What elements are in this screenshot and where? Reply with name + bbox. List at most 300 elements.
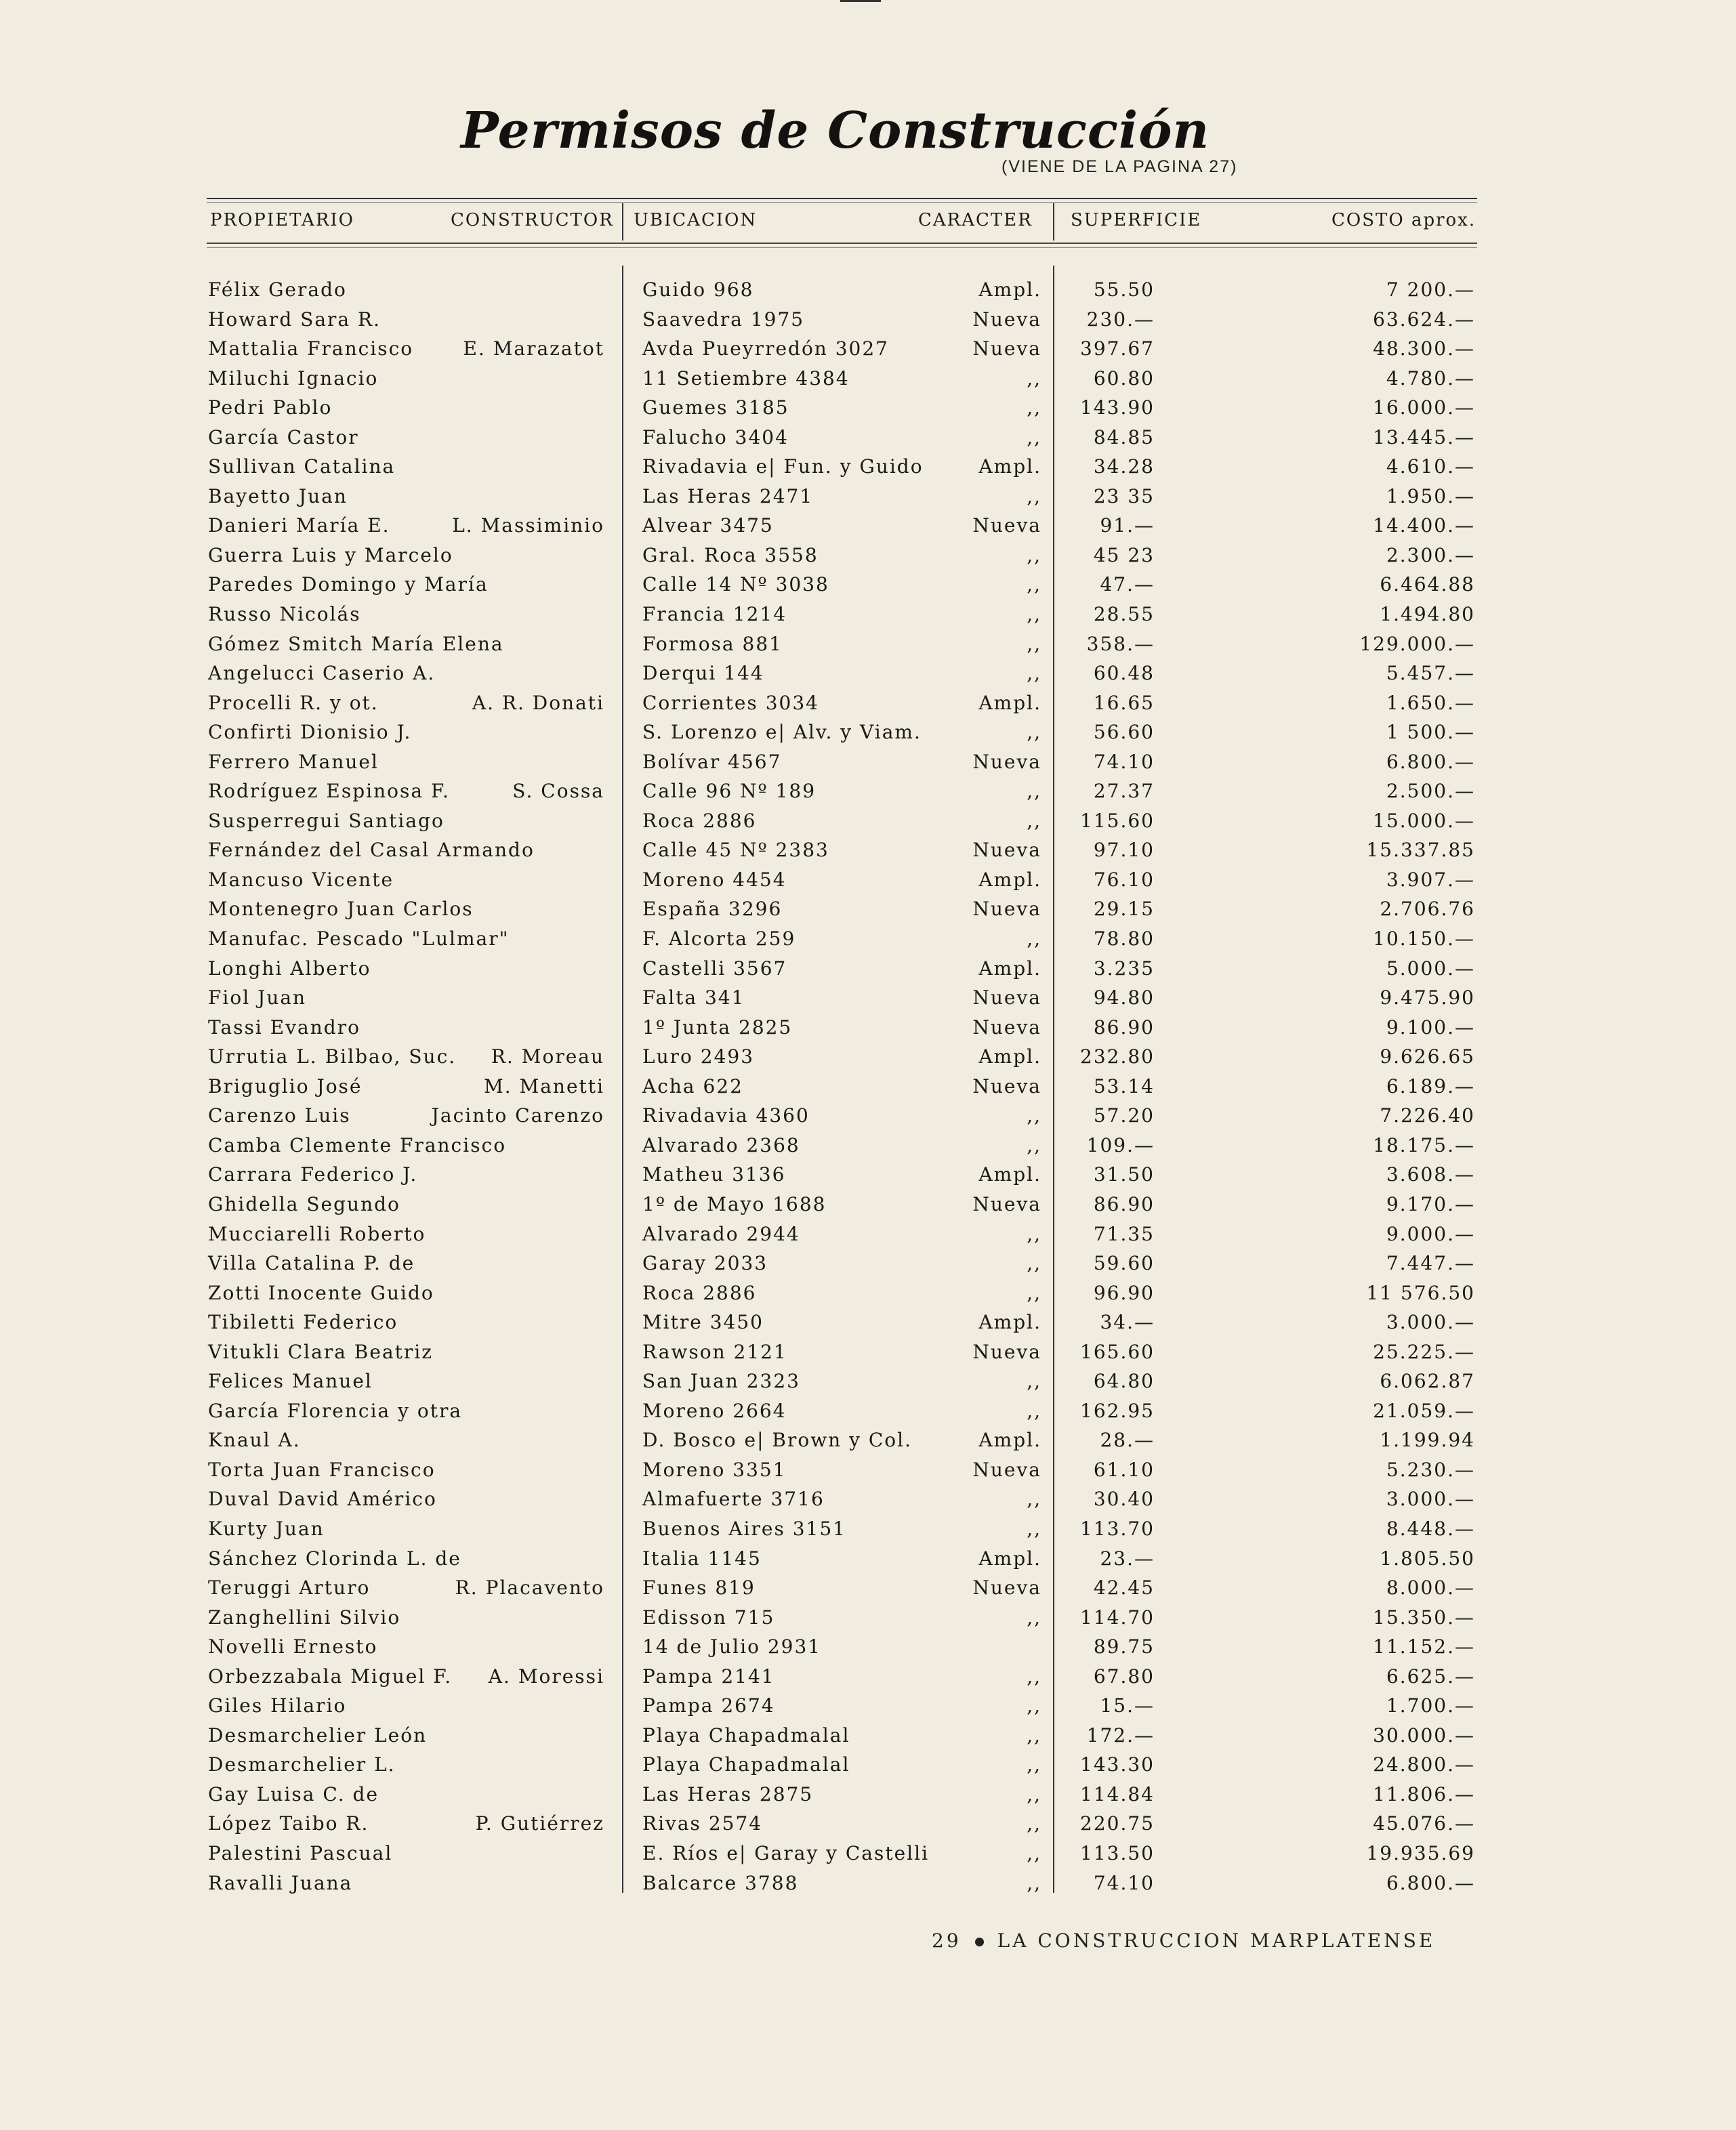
owner-cell: Fernández del Casal Armando (208, 839, 535, 862)
cost-cell: 7 200.— (1386, 278, 1475, 301)
area-cell: 220.75 (1080, 1812, 1155, 1835)
location-cell: Las Heras 2875 (642, 1782, 814, 1805)
character-cell: ,, (1027, 1281, 1041, 1304)
cost-cell: 15.337.85 (1366, 839, 1475, 862)
cost-cell: 5.230.— (1386, 1458, 1475, 1481)
owner-cell: Ravalli Juana (208, 1871, 353, 1894)
cost-cell: 1.700.— (1386, 1694, 1475, 1717)
owner-cell: Tassi Evandro (208, 1016, 360, 1039)
table-row (0, 955, 1736, 985)
location-cell: Alvear 3475 (642, 514, 774, 537)
character-cell: Ampl. (978, 868, 1041, 891)
cost-cell: 8.448.— (1386, 1517, 1475, 1540)
column-header-owner: PROPIETARIO (210, 210, 354, 230)
cost-cell: 3.000.— (1386, 1488, 1475, 1511)
owner-cell: Gay Luisa C. de (208, 1782, 379, 1805)
owner-cell: Pedri Pablo (208, 396, 333, 419)
owner-cell: Susperregui Santiago (208, 809, 445, 832)
location-cell: Calle 14 Nº 3038 (642, 573, 829, 596)
owner-cell: Howard Sara R. (208, 308, 381, 331)
location-cell: Gral. Roca 3558 (642, 543, 819, 566)
table-row (0, 837, 1736, 866)
location-cell: Saavedra 1975 (642, 308, 805, 331)
character-cell: Nueva (972, 839, 1041, 862)
table-row (0, 1014, 1736, 1044)
area-cell: 16.65 (1093, 691, 1155, 714)
area-cell: 358.— (1086, 632, 1155, 655)
table-row (0, 276, 1736, 306)
character-cell: ,, (1027, 927, 1041, 951)
table-row (0, 1102, 1736, 1132)
character-cell: ,, (1027, 1606, 1041, 1629)
cost-cell: 1.494.80 (1380, 603, 1475, 626)
owner-cell: Montenegro Juan Carlos (208, 898, 474, 921)
location-cell: 1º de Mayo 1688 (642, 1192, 827, 1215)
cost-cell: 11 576.50 (1366, 1281, 1475, 1304)
table-row (0, 1604, 1736, 1634)
character-cell: Ampl. (978, 1163, 1041, 1186)
owner-cell: Palestini Pascual (208, 1841, 393, 1864)
table-row (0, 542, 1736, 572)
area-cell: 27.37 (1093, 780, 1155, 803)
owner-cell: García Castor (208, 425, 359, 448)
character-cell: Nueva (972, 898, 1041, 921)
character-cell: Ampl. (978, 278, 1041, 301)
location-cell: Almafuerte 3716 (642, 1488, 825, 1511)
owner-cell: Confirti Dionisio J. (208, 721, 412, 744)
location-cell: Corrientes 3034 (642, 691, 819, 714)
cost-cell: 13.445.— (1373, 425, 1475, 448)
cost-cell: 5.457.— (1386, 662, 1475, 685)
table-row (0, 1486, 1736, 1516)
character-cell: ,, (1027, 721, 1041, 744)
cost-cell: 3.000.— (1386, 1311, 1475, 1334)
cost-cell: 25.225.— (1373, 1340, 1475, 1363)
location-cell: Guemes 3185 (642, 396, 789, 419)
table-row (0, 1574, 1736, 1604)
character-cell: ,, (1027, 396, 1041, 419)
location-cell: Roca 2886 (642, 1281, 757, 1304)
area-cell: 3.235 (1093, 957, 1155, 980)
owner-cell: Vitukli Clara Beatriz (208, 1340, 433, 1363)
area-cell: 162.95 (1080, 1399, 1155, 1422)
area-cell: 165.60 (1080, 1340, 1155, 1363)
location-cell: Derqui 144 (642, 662, 764, 685)
column-header-cost: COSTO aprox. (1331, 210, 1476, 230)
owner-cell: Manufac. Pescado "Lulmar" (208, 927, 510, 951)
area-cell: 28.— (1100, 1429, 1155, 1452)
cost-cell: 129.000.— (1359, 632, 1475, 655)
table-row (0, 424, 1736, 454)
location-cell: Formosa 881 (642, 632, 783, 655)
table-row (0, 1781, 1736, 1811)
character-cell: ,, (1027, 1812, 1041, 1835)
cost-cell: 3.608.— (1386, 1163, 1475, 1186)
location-cell: Falucho 3404 (642, 425, 789, 448)
character-cell: ,, (1027, 1399, 1041, 1422)
cost-cell: 14.400.— (1373, 514, 1475, 537)
header-rule-top (207, 198, 1477, 199)
character-cell: Nueva (972, 1340, 1041, 1363)
table-row (0, 394, 1736, 424)
table-row (0, 1810, 1736, 1840)
location-cell: Matheu 3136 (642, 1163, 786, 1186)
area-cell: 23 35 (1093, 484, 1155, 507)
owner-cell: Paredes Domingo y María (208, 573, 489, 596)
table-row (0, 306, 1736, 336)
cost-cell: 18.175.— (1373, 1133, 1475, 1156)
builder-cell: R. Moreau (491, 1045, 604, 1068)
area-cell: 143.30 (1080, 1753, 1155, 1776)
owner-cell: Felices Manuel (208, 1370, 373, 1393)
owner-cell: Villa Catalina P. de (208, 1252, 415, 1275)
table-row (0, 690, 1736, 719)
owner-cell: Tibiletti Federico (208, 1311, 398, 1334)
character-cell: Nueva (972, 986, 1041, 1009)
location-cell: Pampa 2141 (642, 1665, 775, 1688)
location-cell: Moreno 2664 (642, 1399, 787, 1422)
area-cell: 60.80 (1093, 367, 1155, 390)
cost-cell: 2.300.— (1386, 543, 1475, 566)
location-cell: Mitre 3450 (642, 1311, 764, 1334)
cost-cell: 24.800.— (1373, 1753, 1475, 1776)
area-cell: 59.60 (1093, 1252, 1155, 1275)
table-row (0, 808, 1736, 837)
area-cell: 30.40 (1093, 1488, 1155, 1511)
area-cell: 84.85 (1093, 425, 1155, 448)
table-row (0, 1663, 1736, 1693)
column-divider (1053, 203, 1054, 241)
location-cell: Rivas 2574 (642, 1812, 763, 1835)
owner-cell: Knaul A. (208, 1429, 301, 1452)
character-cell: ,, (1027, 484, 1041, 507)
location-cell: Balcarce 3788 (642, 1871, 799, 1894)
area-cell: 28.55 (1093, 603, 1155, 626)
character-cell: ,, (1027, 1841, 1041, 1864)
cost-cell: 1.199.94 (1380, 1429, 1475, 1452)
area-cell: 89.75 (1093, 1635, 1155, 1658)
header-rule-top-thin (207, 202, 1477, 203)
cost-cell: 4.780.— (1386, 367, 1475, 390)
owner-cell: Briguglio José (208, 1074, 363, 1098)
builder-cell: M. Manetti (484, 1074, 604, 1098)
character-cell: ,, (1027, 1133, 1041, 1156)
location-cell: F. Alcorta 259 (642, 927, 796, 951)
publication-name: LA CONSTRUCCION MARPLATENSE (997, 1929, 1436, 1952)
cost-cell: 1 500.— (1386, 721, 1475, 744)
owner-cell: Longhi Alberto (208, 957, 371, 980)
character-cell: Ampl. (978, 691, 1041, 714)
area-cell: 114.70 (1080, 1606, 1155, 1629)
area-cell: 23.— (1100, 1547, 1155, 1570)
table-row (0, 866, 1736, 896)
area-cell: 86.90 (1093, 1192, 1155, 1215)
cost-cell: 1.805.50 (1380, 1547, 1475, 1570)
area-cell: 76.10 (1093, 868, 1155, 891)
character-cell: ,, (1027, 1665, 1041, 1688)
table-row (0, 365, 1736, 395)
area-cell: 86.90 (1093, 1016, 1155, 1039)
location-cell: San Juan 2323 (642, 1370, 800, 1393)
area-cell: 15.— (1100, 1694, 1155, 1717)
area-cell: 74.10 (1093, 1871, 1155, 1894)
builder-cell: A. Moressi (488, 1665, 604, 1688)
builder-cell: R. Placavento (455, 1576, 604, 1600)
character-cell: Ampl. (978, 1429, 1041, 1452)
table-row (0, 1751, 1736, 1781)
character-cell: ,, (1027, 1724, 1041, 1747)
table-row (0, 984, 1736, 1014)
owner-cell: Novelli Ernesto (208, 1635, 378, 1658)
cost-cell: 16.000.— (1373, 396, 1475, 419)
location-cell: Avda Pueyrredón 3027 (642, 337, 889, 360)
location-cell: Moreno 3351 (642, 1458, 787, 1481)
location-cell: Rivadavia 4360 (642, 1104, 810, 1127)
owner-cell: Torta Juan Francisco (208, 1458, 436, 1481)
owner-cell: Teruggi Arturo (208, 1576, 371, 1600)
cost-cell: 10.150.— (1373, 927, 1475, 951)
area-cell: 232.80 (1080, 1045, 1155, 1068)
character-cell: ,, (1027, 1488, 1041, 1511)
location-cell: Garay 2033 (642, 1252, 768, 1275)
bullet-icon (975, 1938, 984, 1946)
location-cell: 1º Junta 2825 (642, 1016, 793, 1039)
page-number: 29 (932, 1929, 962, 1952)
location-cell: Italia 1145 (642, 1547, 762, 1570)
cost-cell: 9.626.65 (1380, 1045, 1475, 1068)
character-cell: Ampl. (978, 455, 1041, 478)
table-row (0, 1309, 1736, 1339)
owner-cell: Desmarchelier León (208, 1724, 428, 1747)
cost-cell: 1.950.— (1386, 484, 1475, 507)
location-cell: Buenos Aires 3151 (642, 1517, 846, 1540)
area-cell: 56.60 (1093, 721, 1155, 744)
owner-cell: Mattalia Francisco (208, 337, 414, 360)
location-cell: Guido 968 (642, 278, 754, 301)
area-cell: 64.80 (1093, 1370, 1155, 1393)
location-cell: S. Lorenzo e| Alv. y Viam. (642, 721, 922, 744)
table-row (0, 925, 1736, 955)
owner-cell: Carenzo Luis (208, 1104, 351, 1127)
character-cell: Nueva (972, 1074, 1041, 1098)
location-cell: Rawson 2121 (642, 1340, 787, 1363)
owner-cell: Angelucci Caserio A. (208, 662, 436, 685)
cost-cell: 6.189.— (1386, 1074, 1475, 1098)
area-cell: 172.— (1086, 1724, 1155, 1747)
table-row (0, 571, 1736, 601)
permits-table (0, 276, 1736, 1899)
table-row (0, 1722, 1736, 1752)
cost-cell: 9.000.— (1386, 1222, 1475, 1245)
area-cell: 53.14 (1093, 1074, 1155, 1098)
table-row (0, 719, 1736, 749)
location-cell: 11 Setiembre 4384 (642, 367, 850, 390)
table-row (0, 1161, 1736, 1191)
area-cell: 74.10 (1093, 750, 1155, 773)
cost-cell: 11.806.— (1373, 1782, 1475, 1805)
cost-cell: 7.226.40 (1380, 1104, 1475, 1127)
table-row (0, 1633, 1736, 1663)
owner-cell: Procelli R. y ot. (208, 691, 379, 714)
cost-cell: 5.000.— (1386, 957, 1475, 980)
location-cell: Playa Chapadmalal (642, 1753, 850, 1776)
area-cell: 230.— (1086, 308, 1155, 331)
character-cell: ,, (1027, 603, 1041, 626)
table-row (0, 1221, 1736, 1251)
owner-cell: Zanghellini Silvio (208, 1606, 401, 1629)
table-row (0, 1398, 1736, 1427)
character-cell: ,, (1027, 1370, 1041, 1393)
owner-cell: Fiol Juan (208, 986, 307, 1009)
cost-cell: 6.800.— (1386, 1871, 1475, 1894)
owner-cell: Danieri María E. (208, 514, 390, 537)
character-cell: Nueva (972, 1192, 1041, 1215)
character-cell: Nueva (972, 1016, 1041, 1039)
page-footer (932, 1929, 1435, 1952)
table-row (0, 1427, 1736, 1457)
owner-cell: Orbezzabala Miguel F. (208, 1665, 453, 1688)
owner-cell: Félix Gerado (208, 278, 347, 301)
area-cell: 67.80 (1093, 1665, 1155, 1688)
location-cell: Rivadavia e| Fun. y Guido (642, 455, 924, 478)
table-row (0, 1545, 1736, 1575)
area-cell: 114.84 (1080, 1782, 1155, 1805)
owner-cell: Giles Hilario (208, 1694, 347, 1717)
character-cell: Ampl. (978, 1311, 1041, 1334)
location-cell: España 3296 (642, 898, 783, 921)
area-cell: 55.50 (1093, 278, 1155, 301)
location-cell: 14 de Julio 2931 (642, 1635, 822, 1658)
character-cell: ,, (1027, 809, 1041, 832)
page-subtitle: (VIENE DE LA PAGINA 27) (1001, 157, 1238, 176)
area-cell: 97.10 (1093, 839, 1155, 862)
character-cell: ,, (1027, 1517, 1041, 1540)
column-header-builder: CONSTRUCTOR (451, 210, 614, 230)
area-cell: 45 23 (1093, 543, 1155, 566)
location-cell: Roca 2886 (642, 809, 757, 832)
character-cell: Nueva (972, 514, 1041, 537)
table-row (0, 749, 1736, 778)
area-cell: 113.50 (1080, 1841, 1155, 1864)
owner-cell: Urrutia L. Bilbao, Suc. (208, 1045, 457, 1068)
table-row (0, 1280, 1736, 1310)
location-cell: Falta 341 (642, 986, 745, 1009)
area-cell: 143.90 (1080, 396, 1155, 419)
owner-cell: Sullivan Catalina (208, 455, 396, 478)
table-row (0, 1073, 1736, 1103)
owner-cell: Ghidella Segundo (208, 1192, 400, 1215)
area-cell: 397.67 (1080, 337, 1155, 360)
character-cell: ,, (1027, 780, 1041, 803)
area-cell: 78.80 (1093, 927, 1155, 951)
page-title: Permisos de Construcción (461, 102, 1210, 160)
table-row (0, 512, 1736, 542)
table-row (0, 1043, 1736, 1073)
cost-cell: 6.625.— (1386, 1665, 1475, 1688)
table-row (0, 1191, 1736, 1221)
character-cell: ,, (1027, 425, 1041, 448)
area-cell: 60.48 (1093, 662, 1155, 685)
character-cell: ,, (1027, 1782, 1041, 1805)
cost-cell: 8.000.— (1386, 1576, 1475, 1600)
character-cell: Nueva (972, 308, 1041, 331)
area-cell: 29.15 (1093, 898, 1155, 921)
character-cell: ,, (1027, 1252, 1041, 1275)
table-row (0, 896, 1736, 925)
character-cell: ,, (1027, 662, 1041, 685)
table-row (0, 483, 1736, 513)
table-row (0, 1132, 1736, 1162)
cost-cell: 11.152.— (1373, 1635, 1475, 1658)
cost-cell: 2.706.76 (1380, 898, 1475, 921)
column-header-character: CARACTER (918, 210, 1033, 230)
header-rule-bottom (207, 243, 1477, 244)
owner-cell: Mucciarelli Roberto (208, 1222, 426, 1245)
cost-cell: 4.610.— (1386, 455, 1475, 478)
table-row (0, 1339, 1736, 1369)
cost-cell: 7.447.— (1386, 1252, 1475, 1275)
cost-cell: 1.650.— (1386, 691, 1475, 714)
cost-cell: 9.100.— (1386, 1016, 1475, 1039)
cost-cell: 15.350.— (1373, 1606, 1475, 1629)
owner-cell: Miluchi Ignacio (208, 367, 379, 390)
location-cell: Calle 45 Nº 2383 (642, 839, 829, 862)
cost-cell: 48.300.— (1373, 337, 1475, 360)
character-cell: ,, (1027, 1694, 1041, 1717)
owner-cell: Rodríguez Espinosa F. (208, 780, 450, 803)
location-cell: E. Ríos e| Garay y Castelli (642, 1841, 930, 1864)
area-cell: 31.50 (1093, 1163, 1155, 1186)
area-cell: 109.— (1086, 1133, 1155, 1156)
location-cell: Castelli 3567 (642, 957, 787, 980)
area-cell: 34.— (1100, 1311, 1155, 1334)
location-cell: Las Heras 2471 (642, 484, 814, 507)
character-cell: Nueva (972, 1458, 1041, 1481)
builder-cell: P. Gutiérrez (475, 1812, 604, 1835)
table-row (0, 335, 1736, 365)
area-cell: 57.20 (1093, 1104, 1155, 1127)
area-cell: 61.10 (1093, 1458, 1155, 1481)
owner-cell: Camba Clemente Francisco (208, 1133, 507, 1156)
location-cell: Moreno 4454 (642, 868, 787, 891)
builder-cell: S. Cossa (512, 780, 604, 803)
table-row (0, 1368, 1736, 1398)
character-cell: ,, (1027, 573, 1041, 596)
character-cell: Nueva (972, 337, 1041, 360)
owner-cell: García Florencia y otra (208, 1399, 463, 1422)
builder-cell: L. Massiminio (452, 514, 604, 537)
character-cell: Ampl. (978, 1547, 1041, 1570)
cost-cell: 6.800.— (1386, 750, 1475, 773)
area-cell: 42.45 (1093, 1576, 1155, 1600)
owner-cell: Bayetto Juan (208, 484, 348, 507)
area-cell: 94.80 (1093, 986, 1155, 1009)
character-cell: ,, (1027, 632, 1041, 655)
location-cell: Edisson 715 (642, 1606, 775, 1629)
table-row (0, 1870, 1736, 1900)
area-cell: 96.90 (1093, 1281, 1155, 1304)
table-row (0, 1692, 1736, 1722)
cost-cell: 21.059.— (1373, 1399, 1475, 1422)
location-cell: D. Bosco e| Brown y Col. (642, 1429, 912, 1452)
table-row (0, 631, 1736, 661)
cost-cell: 45.076.— (1373, 1812, 1475, 1835)
location-cell: Luro 2493 (642, 1045, 755, 1068)
location-cell: Playa Chapadmalal (642, 1724, 850, 1747)
cost-cell: 6.062.87 (1380, 1370, 1475, 1393)
cost-cell: 19.935.69 (1366, 1841, 1475, 1864)
character-cell: Nueva (972, 1576, 1041, 1600)
